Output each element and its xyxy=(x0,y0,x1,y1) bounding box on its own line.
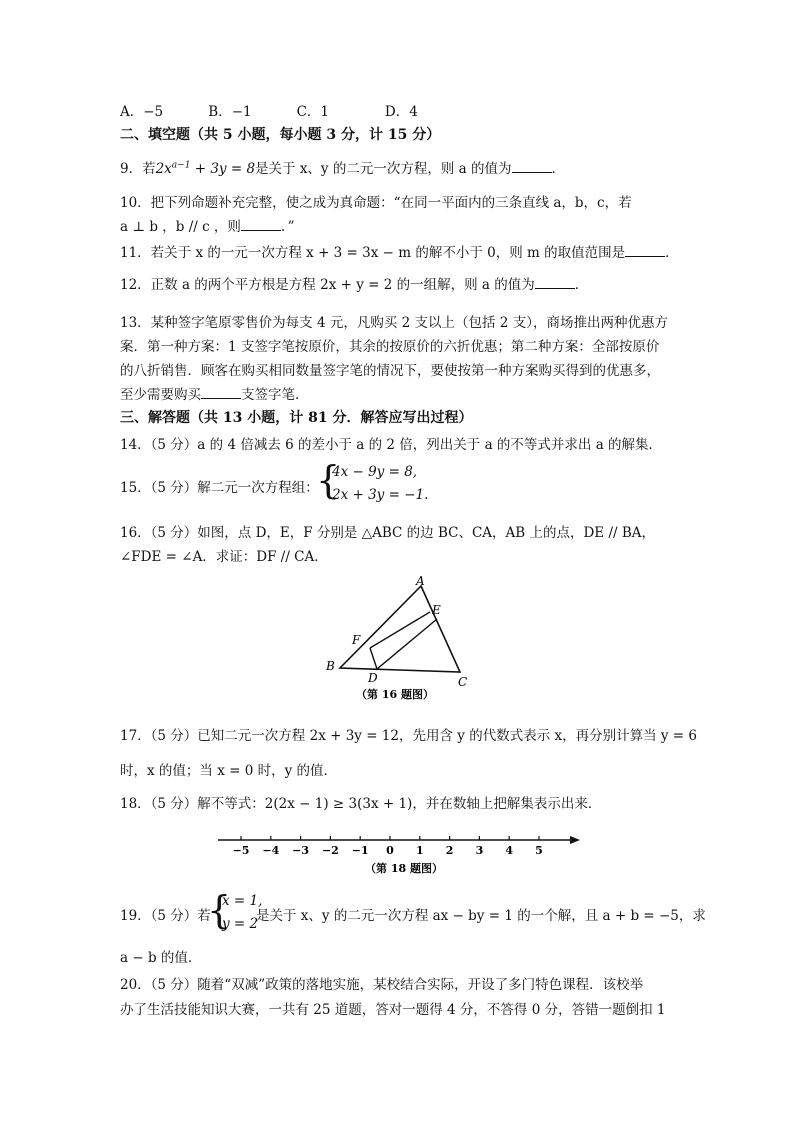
question-19-prefix: 19．（5 分）若 xyxy=(120,908,211,924)
q15-equation-1: 4x − 9y = 8, xyxy=(332,464,418,480)
question-19-line2: a − b 的值． xyxy=(120,950,202,966)
option-a: A．−5 xyxy=(120,104,164,120)
q10-condition: a ⊥ b ，b // c ，则 xyxy=(120,219,241,235)
tick-label: −3 xyxy=(292,844,310,857)
q19-equation-2: y = 2 xyxy=(222,916,259,932)
section3-title: 三、解答题（共 13 小题，计 81 分．解答应写出过程） xyxy=(120,410,473,426)
q12-text: 12．正数 a 的两个平方根是方程 2x + y = 2 的一组解，则 a 的值为 xyxy=(120,277,535,293)
arrow-icon xyxy=(570,836,580,844)
tick-label: 2 xyxy=(445,844,454,857)
q9-exponent: a−1 xyxy=(171,160,191,171)
answer-blank[interactable] xyxy=(512,160,552,173)
answer-blank[interactable] xyxy=(201,386,241,399)
answer-blank[interactable] xyxy=(625,244,665,257)
question-10-line2 xyxy=(120,215,295,235)
label-e: E xyxy=(432,603,441,617)
system-brace: { xyxy=(316,458,341,502)
tick-label: −1 xyxy=(351,844,369,857)
tick-label: 1 xyxy=(415,844,424,857)
figure-16-caption: （第 16 题图） xyxy=(356,688,434,701)
question-13-line3: 的八折销售．顾客在购买相同数量签字笔的情况下，要使按第一种方案购买得到的优惠多， xyxy=(120,363,660,379)
figure-18-caption: （第 18 题图） xyxy=(365,862,443,875)
label-d: D xyxy=(368,671,378,685)
tick-label: −5 xyxy=(232,844,250,857)
tick-label: 5 xyxy=(535,844,543,857)
q11-text: 11．若关于 x 的一元一次方程 x + 3 = 3x − m 的解不小于 0，则 m 的取值范围是 xyxy=(120,245,626,261)
q19-equation-1: x = 1, xyxy=(222,893,263,909)
q15-equation-2: 2x + 3y = −1. xyxy=(332,487,429,503)
question-16-line1: 16．（5 分）如图，点 D，E，F 分别是 △ABC 的边 BC、CA，AB 上的点，DE // BA， xyxy=(120,525,656,541)
system-brace: { xyxy=(207,888,232,932)
question-13-line2: 案．第一种方案：1 支签字笔按原价，其余的按原价的六折优惠；第二种方案：全部按原价 xyxy=(120,339,660,355)
q8-options xyxy=(120,100,469,120)
q12-end: ． xyxy=(574,277,589,293)
label-b: B xyxy=(326,659,335,673)
question-16-line2: ∠FDE = ∠A．求证：DF // CA． xyxy=(120,549,328,565)
label-c: C xyxy=(458,675,468,689)
question-12 xyxy=(120,273,588,293)
q13-prefix: 至少需要购买 xyxy=(120,387,201,403)
q9-prefix: 9．若 xyxy=(120,161,156,177)
label-a: A xyxy=(416,574,425,588)
answer-blank[interactable] xyxy=(535,276,575,289)
question-19-text: 是关于 x、y 的二元一次方程 ax − by = 1 的一个解，且 a + b = −5，求 xyxy=(256,908,706,924)
question-13-line1: 13．某种签字笔原零售价为每支 4 元，凡购买 2 支以上（包括 2 支），商场推出两种优惠方 xyxy=(120,315,668,331)
triangle-figure xyxy=(322,574,482,704)
option-c: C．1 xyxy=(296,104,330,120)
tick-label: −4 xyxy=(262,844,280,857)
question-14: 14．（5 分）a 的 4 倍减去 6 的差小于 a 的 2 倍，列出关于 a 的不等式并求出 a 的解集． xyxy=(120,437,663,453)
question-17-line1: 17．（5 分）已知二元一次方程 2x + 3y = 12，先用含 y 的代数式表示 x，再分别计算当 y = 6 xyxy=(120,728,697,744)
question-17-line2: 时，x 的值；当 x = 0 时，y 的值． xyxy=(120,763,338,779)
q9-eq: 2x xyxy=(155,161,172,177)
q10-end: ．” xyxy=(280,219,295,235)
question-15-label: 15．（5 分）解二元一次方程组： xyxy=(120,480,319,496)
tick-label: 4 xyxy=(505,844,514,857)
label-f: F xyxy=(352,633,361,647)
question-20-line2: 办了生活技能知识大赛，一共有 25 道题，答对一题得 4 分，不答得 0 分，答错一题倒扣 1 xyxy=(120,1002,666,1018)
q13-end: 支签字笔． xyxy=(241,387,309,403)
q11-end: ． xyxy=(665,245,679,261)
tick-label: −2 xyxy=(321,844,339,857)
question-18: 18．（5 分）解不等式：2(2x − 1) ≥ 3(3x + 1)，并在数轴上把解集表示出来． xyxy=(120,796,602,812)
segment-fd xyxy=(370,648,377,669)
question-9 xyxy=(120,157,565,177)
segment-fe-parallel xyxy=(370,612,430,648)
answer-blank[interactable] xyxy=(241,218,281,231)
tick-group xyxy=(233,836,543,857)
q9-eq2: + 3y = 8 xyxy=(190,161,256,177)
triangle-abc xyxy=(340,586,460,672)
tick-label: 0 xyxy=(386,844,394,857)
option-d: D．4 xyxy=(384,104,418,120)
tick-label: 3 xyxy=(475,844,484,857)
q9-text: 是关于 x、y 的二元一次方程，则 a 的值为 xyxy=(255,161,512,177)
section2-title: 二、填空题（共 5 小题，每小题 3 分，计 15 分） xyxy=(120,127,441,143)
number-line xyxy=(215,830,585,880)
question-13-line4 xyxy=(120,383,309,403)
option-b: B．−1 xyxy=(208,104,252,120)
question-11 xyxy=(120,241,679,261)
q9-end: ． xyxy=(551,161,565,177)
question-10-line1: 10．把下列命题补充完整，使之成为真命题：“在同一平面内的三条直线 a，b，c，若 xyxy=(120,195,632,211)
question-20-line1: 20．（5 分）随着“双减”政策的落地实施，某校结合实际，开设了多门特色课程．该校举 xyxy=(120,977,644,993)
